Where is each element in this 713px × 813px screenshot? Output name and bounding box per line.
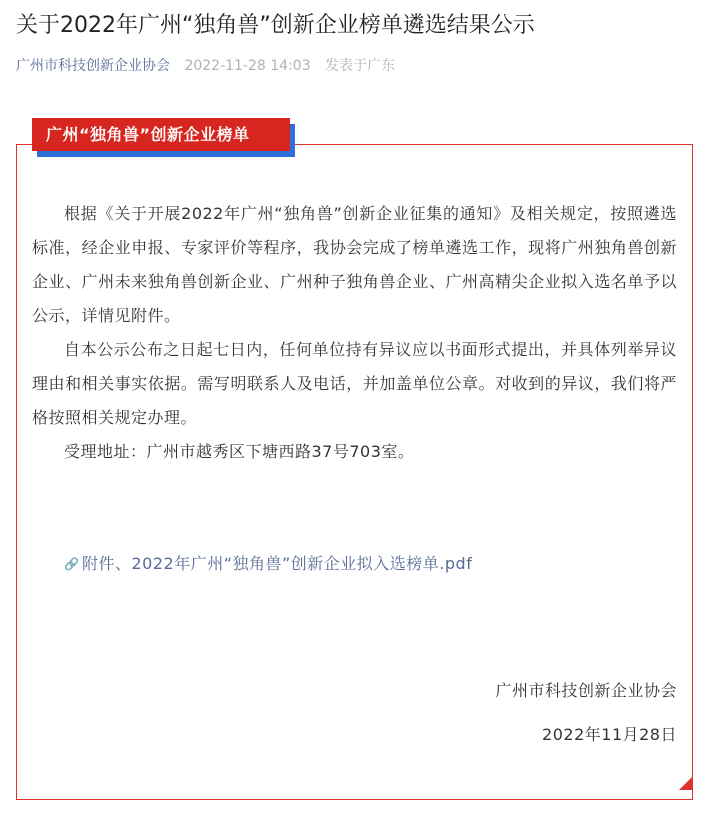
section-banner: 广州“独角兽”创新企业榜单 — [32, 118, 290, 151]
article-title: 关于2022年广州“独角兽”创新企业榜单遴选结果公示 — [16, 13, 535, 38]
paperclip-icon: 🔗 — [64, 557, 80, 571]
author-link[interactable]: 广州市科技创新企业协会 — [16, 58, 170, 74]
body-paragraph: 自本公示公布之日起七日内，任何单位持有异议应以书面形式提出，并具体列举异议理由和相关事实依据。需写明联系人及电话，并加盖单位公章。对收到的异议，我们将严格按照相关规定办理。 — [32, 340, 677, 427]
body-paragraph: 根据《关于开展2022年广州“独角兽”创新企业征集的通知》及相关规定，按照遴选标准，经企业申报、专家评价等程序，我协会完成了榜单遴选工作，现将广州独角兽创新企业、广州未来独角兽创新企业、广州种子独角兽企业、广州高精尖企业拟入选名单予以公示，详情见附件。 — [32, 204, 677, 325]
attachment-link[interactable] — [64, 551, 472, 577]
attachment-label[interactable]: 附件、2022年广州“独角兽”创新企业拟入选榜单.pdf — [82, 554, 473, 573]
publish-location: 发表于广东 — [325, 58, 396, 74]
publish-time: 2022-11-28 14:03 — [184, 58, 311, 74]
article-body — [32, 197, 677, 469]
article-meta — [16, 55, 395, 77]
frame-corner-decoration — [679, 776, 693, 790]
signature-date: 2022年11月28日 — [542, 725, 677, 744]
frame-top-right-line — [292, 131, 693, 145]
body-paragraph: 受理地址：广州市越秀区下塘西路37号703室。 — [64, 442, 415, 461]
signature-organization: 广州市科技创新企业协会 — [495, 681, 677, 700]
